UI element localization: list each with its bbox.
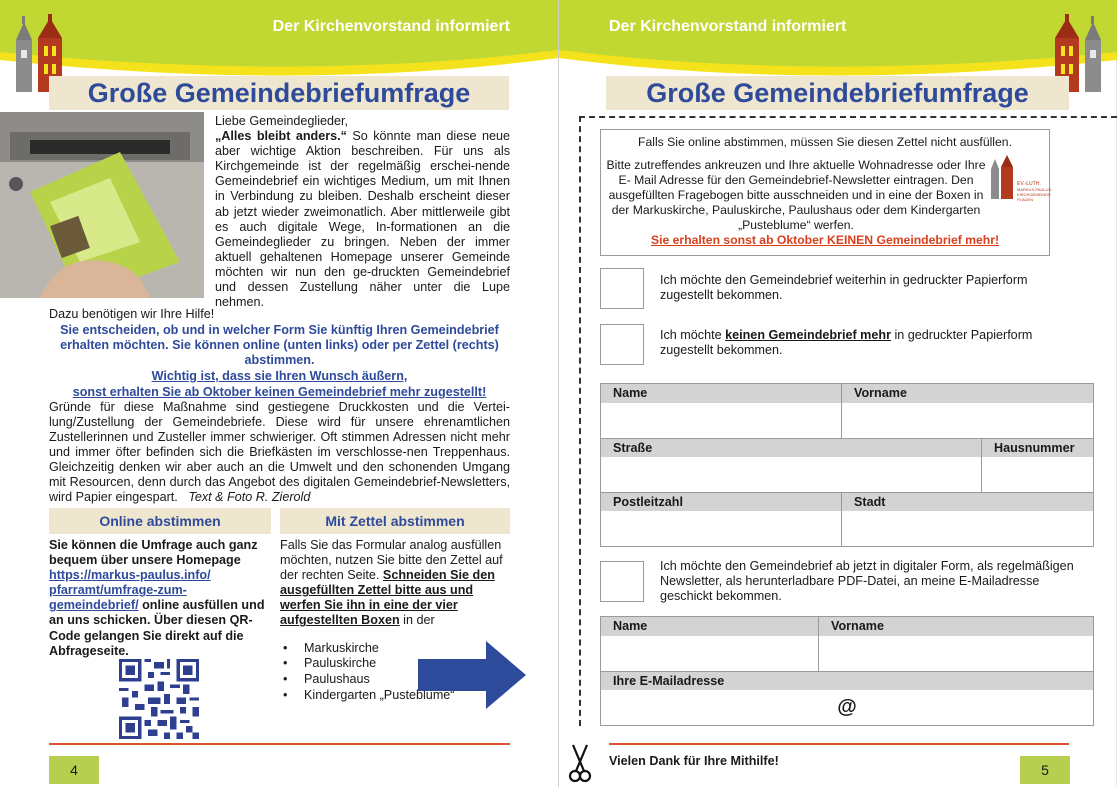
arrow-right-icon (418, 641, 526, 709)
label-email: Ihre E-Mailadresse (613, 674, 725, 688)
notice-body: Bitte zutreffendes ankreuzen und Ihre aktuelle Wohnadresse oder Ihre E- Mail Adresse für den Gemeindebrief-Newsletter eintragen. Den ausgefüllten Fragebogen bitte ausschneiden und in eine der Boxen in der Markuskirche, Pauluskirche, Paulushaus oder dem Kindergarten „Pusteblume“ werfen. (606, 158, 986, 232)
help-line: Dazu benötigen wir Ihre Hilfe! (49, 307, 215, 321)
label-vorname: Vorname (818, 617, 1093, 636)
notice-line1: Falls Sie online abstimmen, müssen Sie diesen Zettel nicht ausfüllen. (638, 135, 1012, 149)
credit: Text & Foto R. Zierold (188, 490, 311, 504)
intro-text (215, 114, 510, 310)
online-text-1: Sie können die Umfrage auch ganz bequem über unsere Homepage (49, 538, 258, 568)
blue-callout: Sie entscheiden, ob und in welcher Form Sie künftig Ihren Gemeindebrief erhalten möchten. Sie können online (unten links) oder per Zettel (rechts) abstimmen. (60, 323, 499, 367)
notice-box (600, 129, 1053, 256)
list-item: • Paulushaus (280, 672, 510, 688)
zettel-instruction: Schneiden Sie den ausgefüllten Zettel bitte aus und werfen Sie ihn in eine der vier aufgestellten Boxen (280, 568, 495, 628)
vorname-field[interactable] (841, 403, 1093, 438)
option2-post: in gedruckter Papierform zugestellt bekommen. (660, 328, 1033, 357)
list-item: • Kindergarten „Pusteblume“ (280, 688, 510, 704)
banner-text: Der Kirchenvorstand informiert (609, 18, 847, 35)
mailbox-photo (0, 112, 204, 298)
seal-text-3: KIRCHGEMEINDE (1017, 192, 1051, 197)
plz-field[interactable] (601, 511, 841, 546)
name-field[interactable] (601, 636, 818, 671)
option-no-print-text (660, 328, 1060, 358)
checkbox-printed[interactable] (600, 268, 644, 309)
right-page (558, 0, 1116, 787)
banner-text: Der Kirchenvorstand informiert (272, 18, 510, 35)
option-printed-text: Ich möchte den Gemeindebrief weiterhin in gedruckter Papierform zugestellt bekommen. (660, 273, 1028, 302)
page-title: Große Gemeindebriefumfrage (606, 76, 1069, 110)
email-form (600, 616, 1094, 726)
qr-code[interactable] (119, 659, 199, 739)
list-item: • Pauluskirche (280, 656, 510, 672)
label-vorname: Vorname (841, 384, 1093, 403)
scissors-icon (569, 745, 591, 783)
label-name: Name (613, 386, 648, 400)
left-page (0, 0, 558, 787)
page-number: 4 (49, 756, 99, 784)
online-heading: Online abstimmen (49, 508, 271, 534)
seal-text-1: EV.-LUTH. (1017, 181, 1041, 187)
option2-pre: Ich möchte (660, 328, 726, 342)
checkbox-digital[interactable] (600, 561, 644, 602)
page-title: Große Gemeindebriefumfrage (49, 76, 509, 110)
blue-warning-1: Wichtig ist, dass sie Ihren Wunsch äußern, (151, 369, 408, 383)
address-form (600, 383, 1094, 547)
cut-line-left (579, 116, 581, 726)
online-text (49, 538, 271, 659)
footer-rule (609, 743, 1069, 745)
seal-text-2: MARKUS-PAULUS- (1017, 187, 1053, 192)
zettel-heading: Mit Zettel abstimmen (280, 508, 510, 534)
thanks-text: Vielen Dank für Ihre Mithilfe! (609, 754, 779, 768)
online-text-2: online ausfüllen und an uns schicken. Über diesen QR-Code gelangen Sie direkt auf die Abfrageseite. (49, 598, 265, 658)
option-digital-text: Ich möchte den Gemeindebrief ab jetzt in digitaler Form, als regelmäßigen Newsletter, als herunterladbare PDF-Datei, an meine E-Mailadresse geschickt bekommen. (660, 559, 1074, 603)
intro-body: So könnte man diese neue aber wichtige Aktion beschreiben. Für uns als Kirchgemeinde ist der regelmäßig erschei-nende Gemeindebrief ein wichtiges Medium, um mit Ihnen in Verbindung zu bleiben. Deshalb erscheint dieser ab jetzt wieder zweimonatlich. Aber mittlerweile gibt es auch digitale Wege, In-formationen an die Gemeindeglieder zu bringen. Neben der immer aktuell gehaltenen Homepage unserer Gemeinde möchten wir nun den ge-druckten Gemeindebrief und dessen Zustellung näher unter die Lupe nehmen. (215, 129, 510, 310)
survey-link[interactable]: https://markus-paulus.info/ pfarramt/umfrage-zum-gemeindebrief/ (49, 568, 211, 613)
footer-rule (49, 743, 510, 745)
label-strasse: Straße (613, 441, 653, 455)
zettel-text-1: Falls Sie das Formular analog ausfüllen möchten, nutzen Sie bitte den Zettel auf der rechten Seite. (280, 538, 503, 583)
label-hausnummer: Hausnummer (981, 439, 1093, 457)
strasse-field[interactable] (601, 457, 981, 492)
notice-warning: Sie erhalten sonst ab Oktober KEINEN Gemeindebrief mehr! (650, 233, 1000, 247)
label-name: Name (613, 619, 648, 633)
vorname-field[interactable] (818, 636, 1093, 671)
seal-text-4: PLAUEN (1017, 197, 1034, 202)
body-paragraph: Gründe für diese Maßnahme sind gestiegene Druckkosten und die Vertei-lung/Zustellung der Gemeindebriefe. Diese wird für unsere ehrenamtlichen Zustellerinnen und Zusteller immer schwieriger. Oft stimmen Adressen nicht mehr und immer öfter befinden sich die Briefkästen im verschlosse-nen Treppenhaus. Gleichzeitig denken wir aber auch an die Umwelt und den schonenden Umgang mit Resourcen, denn durch das Angebot des digitalen Gemeindebrief-Newsletters, wird Papier eingespart. (49, 400, 510, 504)
email-field[interactable]: @ (837, 696, 857, 718)
option2-bold: keinen Gemeindebrief mehr (725, 328, 891, 342)
stadt-field[interactable] (841, 511, 1093, 546)
blue-warning-2: sonst erhalten Sie ab Oktober keinen Gemeindebrief mehr zugestellt! (72, 385, 487, 399)
checkbox-no-print[interactable] (600, 324, 644, 365)
cut-line-top (579, 116, 1117, 118)
hausnummer-field[interactable] (981, 457, 1093, 492)
name-field[interactable] (601, 403, 841, 438)
zettel-text-2: in der (399, 613, 435, 628)
label-stadt: Stadt (841, 493, 1093, 511)
intro-greeting: Liebe Gemeindeglieder, (215, 114, 349, 128)
list-item: • Markuskirche (280, 641, 510, 657)
body-text (49, 400, 510, 505)
intro-quote: „Alles bleibt anders.“ (215, 129, 347, 144)
parish-seal-icon (983, 155, 1053, 217)
page-number: 5 (1020, 756, 1070, 784)
label-plz: Postleitzahl (613, 495, 683, 509)
